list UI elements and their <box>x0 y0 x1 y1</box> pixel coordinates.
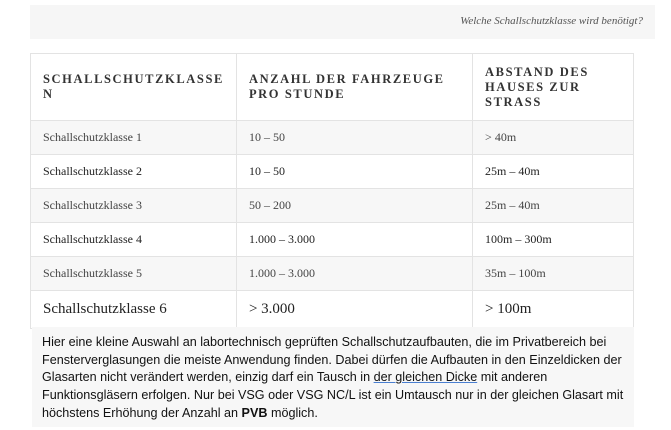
cell-class: Schallschutzklasse 4 <box>31 223 237 257</box>
column-header-vehicles <box>236 54 472 121</box>
info-note <box>32 327 634 427</box>
cell-distance: 35m – 100m <box>473 257 634 291</box>
cell-class: Schallschutzklasse 3 <box>31 189 237 223</box>
table-row <box>31 223 634 257</box>
note-text-2: mit anderen Funktionsgläsern erfolgen. Nur bei VSG oder VSG NC/L ist ein Umtausch nur in der gleichen Glasart mit höchstens Erhöhung der Anzahl an <box>42 370 624 420</box>
cell-class: Schallschutzklasse 6 <box>31 291 237 329</box>
table-header-row <box>31 54 634 121</box>
cell-vehicles: 1.000 – 3.000 <box>236 257 472 291</box>
sound-protection-table <box>30 53 634 329</box>
column-header-distance <box>473 54 634 121</box>
table-row <box>31 121 634 155</box>
cell-distance: 25m – 40m <box>473 155 634 189</box>
table-row <box>31 155 634 189</box>
cell-distance: 100m – 300m <box>473 223 634 257</box>
note-bold-pvb: PVB <box>241 405 268 420</box>
table-row <box>31 257 634 291</box>
cell-vehicles: 10 – 50 <box>236 155 472 189</box>
note-text-1: Hier eine kleine Auswahl an labortechnisch geprüften Schallschutzaufbauten, die im Privatbereich bei Fensterverglasungen die meiste Anwendung finden. Dabei dürfen die Aufbauten in den Einzeldicken der Glasarten nicht verändert werden, einzig darf ein Tausch in <box>42 335 622 385</box>
cell-vehicles: > 3.000 <box>236 291 472 329</box>
table-row <box>31 189 634 223</box>
question-caption: Welche Schallschutzklasse wird benötigt? <box>460 15 643 27</box>
note-underlined-phrase: der gleichen Dicke <box>373 370 478 385</box>
note-paragraph <box>32 327 634 423</box>
column-header-class <box>31 54 237 121</box>
cell-distance: > 100m <box>473 291 634 329</box>
note-text-3: möglich. <box>267 405 318 420</box>
cell-distance: 25m – 40m <box>473 189 634 223</box>
column-header-vehicles-label: ANZAHL DER FAHRZEUGE PRO STUNDE <box>248 72 445 101</box>
column-header-distance-label: ABSTAND DES HAUSES ZUR STRASS <box>485 64 589 109</box>
cell-vehicles: 10 – 50 <box>236 121 472 155</box>
column-header-class-label: SCHALLSCHUTZKLASSE N <box>43 72 224 101</box>
cell-vehicles: 1.000 – 3.000 <box>236 223 472 257</box>
cell-class: Schallschutzklasse 5 <box>31 257 237 291</box>
cell-distance: > 40m <box>473 121 634 155</box>
cell-class: Schallschutzklasse 2 <box>31 155 237 189</box>
caption-bar <box>30 5 655 39</box>
cell-vehicles: 50 – 200 <box>236 189 472 223</box>
table-row <box>31 291 634 329</box>
cell-class: Schallschutzklasse 1 <box>31 121 237 155</box>
